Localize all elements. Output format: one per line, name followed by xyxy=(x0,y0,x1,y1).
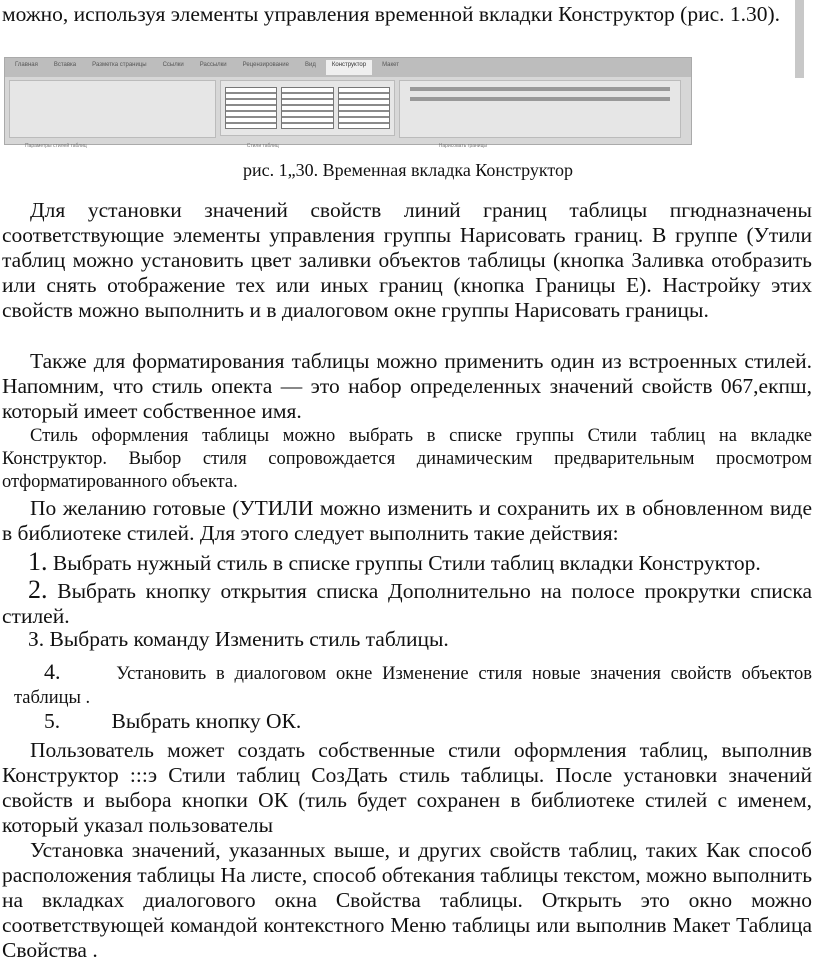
ribbon-tab: Вставка xyxy=(53,62,77,68)
step-item xyxy=(2,577,812,629)
paragraph: Пользователь может создать собственные стили оформления таблиц, выполнив Конструктор :::э Стили таблиц СозДать стиль таблицы. После установки значений свойств и выбора кнопки ОК (тиль будет сохранен в библиотеке стилей с именем, который указал пользователы xyxy=(2,738,812,837)
style-swatch xyxy=(281,87,333,129)
ribbon-tab-active: Конструктор xyxy=(326,60,372,75)
paragraph: Для установки значений свойств линий границ таблицы пгюдназначены соответствующие элементы управления группы Нарисовать границ. В группе (Утили таблиц можно установить цвет заливки объектов таблицы (кнопка Заливка отобразить или снять отображение тех или иных границ (кнопка Границы Е). Настройку этих свойств можно выполнить и в диалоговом окне группы Нарисовать границы. xyxy=(2,198,812,322)
step-text: Выбрать нужный стиль в списке группы Стили таблиц вкладки Конструктор. xyxy=(52,551,761,575)
ribbon-tab: Рецензирование xyxy=(242,62,289,68)
ribbon-tabs xyxy=(5,58,691,77)
ribbon-tab: Макет xyxy=(382,62,400,68)
group-label: Стили таблиц xyxy=(246,143,279,149)
group-label: Нарисовать границы xyxy=(438,143,488,149)
style-swatch xyxy=(225,87,277,129)
step-number: 1. xyxy=(28,547,48,576)
paragraph: По желанию готовые (УТИЛИ можно изменить и сохранить их в обновленном виде в библиотеке стилей. Для этого следует выполнить такие действия: xyxy=(2,496,812,545)
paragraph: Установка значений, указанных выше, и других свойств таблиц, таких Как способ расположения таблицы На листе, способ обтекания таблицы текстом, можно выполнить на вкладках диалогового окна Свойства таблицы. Открыть это окно можно соответствующей командой контекстного Меню таблицы или выполнив Макет Таблица Свойства . xyxy=(2,838,812,962)
paragraph: Также для форматирования таблицы можно применить один из встроенных стилей. Напомним, что стиль опекта — это набор определенных значений свойств 067,екпш, который имеет собственное имя. xyxy=(2,349,812,423)
intro-text: можно, используя элементы управления временной вкладки Конструктор (рис. 1.30). xyxy=(2,2,781,26)
style-swatch xyxy=(338,87,390,129)
step-text: З. Выбрать команду Изменить стиль таблицы. xyxy=(28,627,449,651)
figure-caption: рис. 1„30. Временная вкладка Конструктор xyxy=(242,160,574,180)
ribbon-tab: Ссылки xyxy=(162,62,184,68)
ribbon-screenshot xyxy=(4,57,692,149)
ribbon-tab: Вид xyxy=(305,62,316,68)
table-style-options-group xyxy=(9,80,216,138)
step-item xyxy=(2,627,814,652)
ribbon-group-labels xyxy=(5,143,691,153)
ribbon-tab: Рассылки xyxy=(199,62,227,68)
step-number: 2. xyxy=(28,575,48,604)
table-styles-group xyxy=(220,80,395,136)
step-item xyxy=(2,549,814,576)
step-number: 4. xyxy=(44,659,61,684)
step-item xyxy=(2,660,812,710)
group-label: Параметры стилей таблиц xyxy=(25,143,87,149)
step-number: 5. xyxy=(44,709,61,733)
line-weight-preview xyxy=(410,97,670,101)
ribbon-groups xyxy=(5,77,691,143)
step-text: Установить в диалоговом окне Изменение стиля новые значения свойств объектов таблицы . xyxy=(14,664,812,708)
step-text: Выбрать кнопку ОК. xyxy=(111,709,302,733)
ribbon-tab: Разметка страницы xyxy=(92,62,147,68)
draw-borders-group xyxy=(399,80,681,138)
step-text: Выбрать кнопку открытия списка Дополнительно на полосе прокрутки списка стилей. xyxy=(2,579,812,628)
paragraph: Стиль оформления таблицы можно выбрать в списке группы Стили таблиц на вкладке Конструктор. Выбор стиля сопровождается динамическим предварительным просмотром отформатированного объекта. xyxy=(2,426,812,492)
step-item xyxy=(2,709,814,734)
line-style-preview xyxy=(410,87,670,91)
ribbon-tab: Главная xyxy=(15,62,38,68)
